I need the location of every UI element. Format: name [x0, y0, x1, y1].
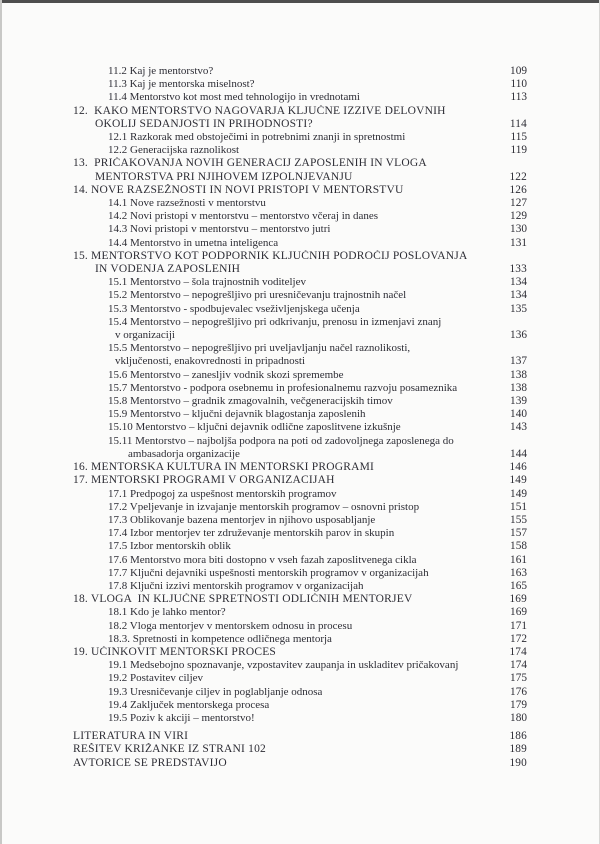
toc-entry-page-number: 169 — [509, 593, 527, 606]
toc-entry-text: 17. MENTORSKI PROGRAMI V ORGANIZACIJAH — [73, 474, 335, 487]
toc-entry-text: v organizaciji — [115, 329, 175, 342]
toc-entry-text: IN VODENJA ZAPOSLENIH — [95, 263, 241, 276]
toc-entry-text: 19.3 Uresničevanje ciljev in poglabljanje odnosa — [108, 685, 323, 698]
toc-row — [73, 197, 527, 210]
toc-entry-text: 18.3. Spretnosti in kompetence odličnega mentorja — [108, 632, 332, 645]
toc-row — [73, 316, 527, 329]
toc-entry-text: 19.1 Medsebojno spoznavanje, vzpostavitev zaupanja in uskladitev pričakovanj — [108, 659, 459, 672]
toc-entry-page-number: 127 — [510, 197, 527, 210]
toc-entry-text: ambasadorja organizacije — [128, 447, 240, 460]
toc-entry-page-number: 143 — [510, 421, 527, 434]
toc-row — [73, 303, 527, 316]
toc-entry-page-number: 190 — [509, 756, 527, 769]
toc-entry-text: 17.7 Ključni dejavniki uspešnosti mentorskih programov v organizacijah — [108, 566, 429, 579]
toc-entry-text: 17.6 Mentorstvo mora biti dostopno v vseh fazah zaposlitvenega cikla — [108, 553, 417, 566]
toc-row — [73, 395, 527, 408]
toc-entry-page-number: 115 — [510, 131, 527, 144]
toc-row — [73, 699, 527, 712]
toc-entry-text: 12.1 Razkorak med obstoječimi in potrebnimi znanji in spretnostmi — [108, 131, 406, 144]
toc-entry-text: 15.3 Mentorstvo - spodbujevalec vseživljenjskega učenja — [108, 302, 360, 315]
toc-entry-text: 11.2 Kaj je mentorstvo? — [108, 65, 214, 77]
toc-entry-text: 17.2 Vpeljevanje in izvajanje mentorskih programov – osnovni pristop — [108, 500, 420, 513]
toc-entry-text: 12. KAKO MENTORSTVO NAGOVARJA KLJUČNE IZZIVE DELOVNIH — [73, 104, 446, 117]
toc-entry-text: 19.2 Postavitev ciljev — [108, 672, 204, 685]
toc-entry-page-number: 140 — [510, 408, 527, 421]
toc-row — [73, 646, 527, 659]
toc-row — [73, 686, 527, 699]
toc-entry-page-number: 155 — [510, 513, 527, 526]
toc-row — [73, 78, 527, 91]
toc-entry-text: MENTORSTVA PRI NJIHOVEM IZPOLNJEVANJU — [95, 170, 353, 183]
toc-entry-page-number: 144 — [510, 447, 527, 460]
toc-row — [73, 580, 527, 593]
toc-entry-text: 15. MENTORSTVO KOT PODPORNIK KLJUČNIH PODROČIJ POSLOVANJA — [73, 249, 468, 262]
toc-entry-text: 19. UČINKOVIT MENTORSKI PROCES — [73, 645, 277, 658]
toc-row — [73, 276, 527, 289]
table-of-contents — [73, 65, 527, 770]
toc-row — [73, 730, 527, 743]
toc-entry-text: 17.5 Izbor mentorskih oblik — [108, 540, 231, 553]
toc-row — [73, 461, 527, 474]
toc-entry-text: 15.6 Mentorstvo – zanesljiv vodnik skozi spremembe — [108, 368, 344, 381]
toc-entry-page-number: 138 — [510, 381, 527, 394]
toc-entry-page-number: 129 — [510, 210, 527, 223]
toc-entry-page-number: 165 — [510, 579, 527, 592]
toc-row — [73, 672, 527, 685]
toc-entry-text: 14.2 Novi pristopi v mentorstvu – mentorstvo včeraj in danes — [108, 210, 379, 223]
toc-row — [73, 757, 527, 770]
toc-entry-page-number: 134 — [510, 276, 527, 289]
toc-entry-text: 12.2 Generacijska raznolikost — [108, 144, 240, 157]
toc-row — [73, 620, 527, 633]
toc-entry-text: 18.2 Vloga mentorjev v mentorskem odnosu in procesu — [108, 619, 353, 632]
toc-entry-text: 14.4 Mentorstvo in umetna inteligenca — [108, 236, 279, 249]
toc-entry-text: 18. VLOGA IN KLJUČNE SPRETNOSTI ODLIČNIH MENTORJEV — [73, 593, 413, 606]
toc-row — [73, 369, 527, 382]
toc-entry-page-number: 163 — [510, 566, 527, 579]
toc-entry-text: 19.4 Zaključek mentorskega procesa — [108, 698, 270, 711]
toc-entry-text: 15.5 Mentorstvo – nepogrešljivo pri uveljavljanju načel raznolikosti, — [108, 342, 411, 355]
toc-row — [73, 65, 527, 78]
toc-row — [73, 633, 527, 646]
toc-entry-page-number: 136 — [510, 329, 527, 342]
toc-entry-page-number: 171 — [510, 619, 527, 632]
toc-entry-page-number: 172 — [510, 632, 527, 645]
toc-row — [73, 250, 527, 263]
toc-entry-text: 17.1 Predpogoj za uspešnost mentorskih programov — [108, 487, 337, 500]
toc-entry-page-number: 131 — [510, 236, 527, 249]
toc-entry-text: 15.8 Mentorstvo – gradnik zmagovalnih, večgeneracijskih timov — [108, 395, 393, 408]
toc-row — [73, 474, 527, 487]
toc-entry-page-number: 179 — [510, 698, 527, 711]
toc-entry-text: 17.4 Izbor mentorjev ter združevanje mentorskih parov in skupin — [108, 527, 395, 540]
toc-entry-page-number: 139 — [510, 395, 527, 408]
toc-row — [73, 712, 527, 725]
toc-entry-page-number: 151 — [510, 500, 527, 513]
page-top-edge — [0, 0, 600, 3]
toc-row — [73, 171, 527, 184]
toc-row — [73, 421, 527, 434]
toc-entry-page-number: 176 — [510, 685, 527, 698]
toc-entry-text: 15.10 Mentorstvo – ključni dejavnik odlične zaposlitvene izkušnje — [108, 421, 401, 434]
toc-row — [73, 131, 527, 144]
toc-row — [73, 593, 527, 606]
toc-row — [73, 105, 527, 118]
toc-entry-page-number: 149 — [509, 474, 527, 487]
toc-row — [73, 118, 527, 131]
toc-entry-page-number: 126 — [509, 183, 527, 196]
toc-row — [73, 210, 527, 223]
toc-entry-page-number: 189 — [509, 743, 527, 756]
toc-entry-text: 14. NOVE RAZSEŽNOSTI IN NOVI PRISTOPI V MENTORSTVU — [73, 183, 404, 196]
toc-row — [73, 527, 527, 540]
toc-row — [73, 448, 527, 461]
toc-entry-text: AVTORICE SE PREDSTAVIJO — [73, 756, 227, 769]
toc-row — [73, 488, 527, 501]
toc-row — [73, 329, 527, 342]
toc-row — [73, 743, 527, 756]
toc-row — [73, 501, 527, 514]
toc-row — [73, 237, 527, 250]
toc-entry-page-number: 146 — [509, 461, 527, 474]
toc-entry-text: 16. MENTORSKA KULTURA IN MENTORSKI PROGRAMI — [73, 461, 375, 474]
toc-row — [73, 342, 527, 355]
toc-entry-page-number: 114 — [509, 117, 527, 130]
toc-entry-text: REŠITEV KRIŽANKE IZ STRANI 102 — [73, 743, 266, 756]
toc-entry-page-number: 119 — [510, 144, 527, 157]
toc-row — [73, 382, 527, 395]
toc-entry-text: vključenosti, enakovrednosti in pripadnosti — [115, 355, 306, 368]
toc-row — [73, 540, 527, 553]
toc-entry-page-number: 175 — [510, 672, 527, 685]
toc-entry-text: 15.9 Mentorstvo – ključni dejavnik blagostanja zaposlenih — [108, 408, 366, 421]
toc-entry-text: 11.3 Kaj je mentorska miselnost? — [108, 78, 255, 91]
toc-entry-text: 13. PRIČAKOVANJA NOVIH GENERACIJ ZAPOSLENIH IN VLOGA — [73, 157, 427, 170]
toc-entry-page-number: 149 — [510, 487, 527, 500]
toc-row — [73, 223, 527, 236]
page-left-edge — [0, 0, 2, 844]
toc-row — [73, 157, 527, 170]
toc-entry-page-number: 135 — [510, 302, 527, 315]
toc-row — [73, 184, 527, 197]
toc-entry-text: 11.4 Mentorstvo kot most med tehnologijo in vrednotami — [108, 91, 360, 104]
toc-row — [73, 514, 527, 527]
toc-row — [73, 91, 527, 104]
toc-entry-page-number: 137 — [510, 355, 527, 368]
toc-entry-page-number: 122 — [509, 170, 527, 183]
toc-entry-text: 17.3 Oblikovanje bazena mentorjev in njihovo usposabljanje — [108, 513, 376, 526]
toc-entry-page-number: 157 — [510, 527, 527, 540]
toc-entry-text: 14.3 Novi pristopi v mentorstvu – mentorstvo jutri — [108, 223, 331, 236]
toc-row — [73, 144, 527, 157]
toc-row — [73, 606, 527, 619]
toc-entry-text: 14.1 Nove razsežnosti v mentorstvu — [108, 197, 266, 210]
toc-entry-text: 18.1 Kdo je lahko mentor? — [108, 606, 226, 619]
toc-entry-text: 15.11 Mentorstvo – najboljša podpora na poti od zadovoljnega zaposlenega do — [108, 434, 454, 447]
toc-entry-text: 15.2 Mentorstvo – nepogrešljivo pri uresničevanju trajnostnih načel — [108, 289, 407, 302]
toc-row — [73, 659, 527, 672]
toc-entry-page-number: 134 — [510, 289, 527, 302]
toc-entry-page-number: 133 — [509, 263, 527, 276]
toc-row — [73, 289, 527, 302]
toc-entry-text: 15.1 Mentorstvo – šola trajnostnih voditeljev — [108, 276, 306, 289]
toc-entry-page-number: 174 — [509, 645, 527, 658]
toc-entry-page-number: 110 — [510, 78, 527, 91]
toc-row — [73, 408, 527, 421]
toc-entry-page-number: 161 — [510, 553, 527, 566]
toc-entry-page-number: 174 — [510, 659, 527, 672]
toc-entry-text: 17.8 Ključni izzivi mentorskih programov v organizacijah — [108, 579, 364, 592]
toc-entry-text: 15.7 Mentorstvo - podpora osebnemu in profesionalnemu razvoju posameznika — [108, 381, 458, 394]
toc-entry-page-number: 169 — [510, 606, 527, 619]
toc-row — [73, 567, 527, 580]
toc-row — [73, 355, 527, 368]
toc-entry-text: OKOLIJ SEDANJOSTI IN PRIHODNOSTI? — [95, 117, 313, 130]
toc-entry-page-number: 138 — [510, 368, 527, 381]
toc-entry-text: 19.5 Poziv k akciji – mentorstvo! — [108, 711, 255, 724]
toc-entry-page-number: 113 — [510, 91, 527, 104]
toc-entry-page-number: 180 — [510, 711, 527, 724]
toc-entry-page-number: 130 — [510, 223, 527, 236]
toc-entry-page-number: 109 — [510, 65, 527, 77]
toc-entry-page-number: 186 — [509, 730, 527, 743]
toc-row — [73, 554, 527, 567]
toc-entry-text: 15.4 Mentorstvo – nepogrešljivo pri odkrivanju, prenosu in izmenjavi znanj — [108, 315, 442, 328]
toc-row — [73, 435, 527, 448]
toc-entry-page-number: 158 — [510, 540, 527, 553]
toc-entry-text: LITERATURA IN VIRI — [73, 730, 189, 743]
toc-row — [73, 263, 527, 276]
